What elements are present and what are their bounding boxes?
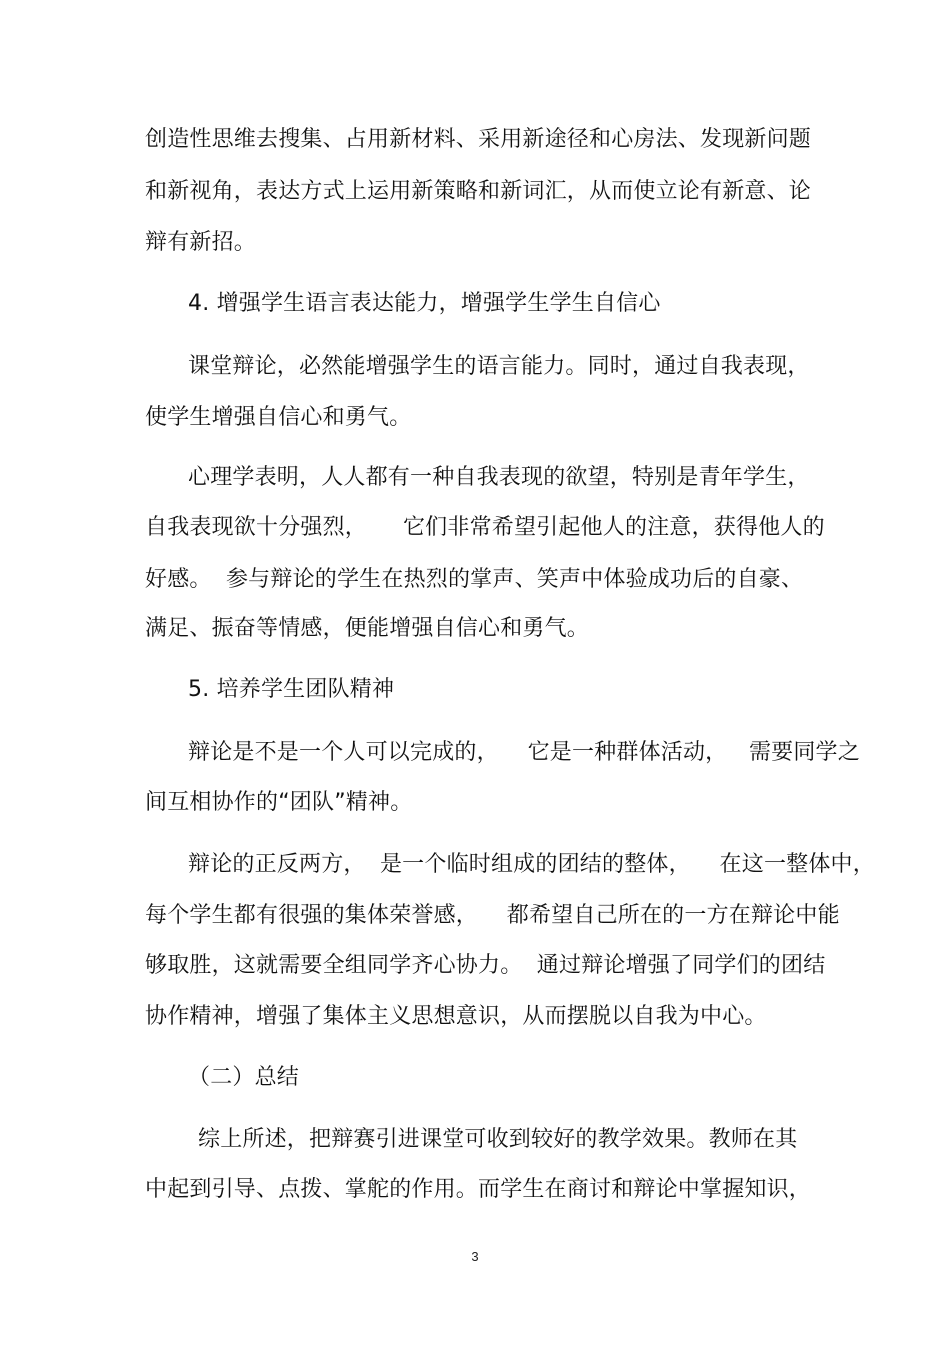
text-line: 辩论的正反两方， 是一个临时组成的团结的整体， 在这一整体中，: [188, 852, 875, 877]
text-line: 协作精神，增强了集体主义思想意识，从而摆脱以自我为中心。: [145, 1004, 767, 1029]
text-line: 心理学表明，人人都有一种自我表现的欲望，特别是青年学生，: [188, 465, 810, 490]
text-line: 课堂辩论，必然能增强学生的语言能力。同时，通过自我表现，: [188, 354, 810, 379]
text-line: 自我表现欲十分强烈， 它们非常希望引起他人的注意，获得他人的: [145, 515, 825, 540]
text-line: 辩论是不是一个人可以完成的， 它是一种群体活动， 需要同学之: [188, 740, 860, 765]
text-line: 综上所述，把辩赛引进课堂可收到较好的教学效果。教师在其: [198, 1127, 798, 1152]
text-line: 每个学生都有很强的集体荣誉感， 都希望自己所在的一方在辩论中能: [145, 903, 840, 928]
text-line: 间互相协作的“团队”精神。: [145, 790, 413, 815]
text-line: 中起到引导、点拨、掌舵的作用。而学生在商讨和辩论中掌握知识，: [145, 1177, 812, 1202]
section-heading: 4. 增强学生语言表达能力，增强学生学生自信心: [188, 291, 661, 316]
text-line: 创造性思维去搜集、占用新材料、采用新途径和心房法、发现新问题: [145, 127, 812, 152]
section-heading: （二）总结: [188, 1065, 300, 1090]
text-line: 好感。 参与辩论的学生在热烈的掌声、笑声中体验成功后的自豪、: [145, 567, 804, 592]
text-line: 使学生增强自信心和勇气。: [145, 405, 412, 430]
text-line: 够取胜，这就需要全组同学齐心协力。 通过辩论增强了同学们的团结: [145, 953, 826, 978]
page-number: 3: [471, 1249, 479, 1264]
text-line: 和新视角，表达方式上运用新策略和新词汇，从而使立论有新意、论: [145, 179, 812, 204]
section-heading: 5. 培养学生团队精神: [188, 677, 395, 702]
text-line: 满足、振奋等情感，便能增强自信心和勇气。: [145, 616, 590, 641]
text-line: 辩有新招。: [145, 230, 257, 255]
